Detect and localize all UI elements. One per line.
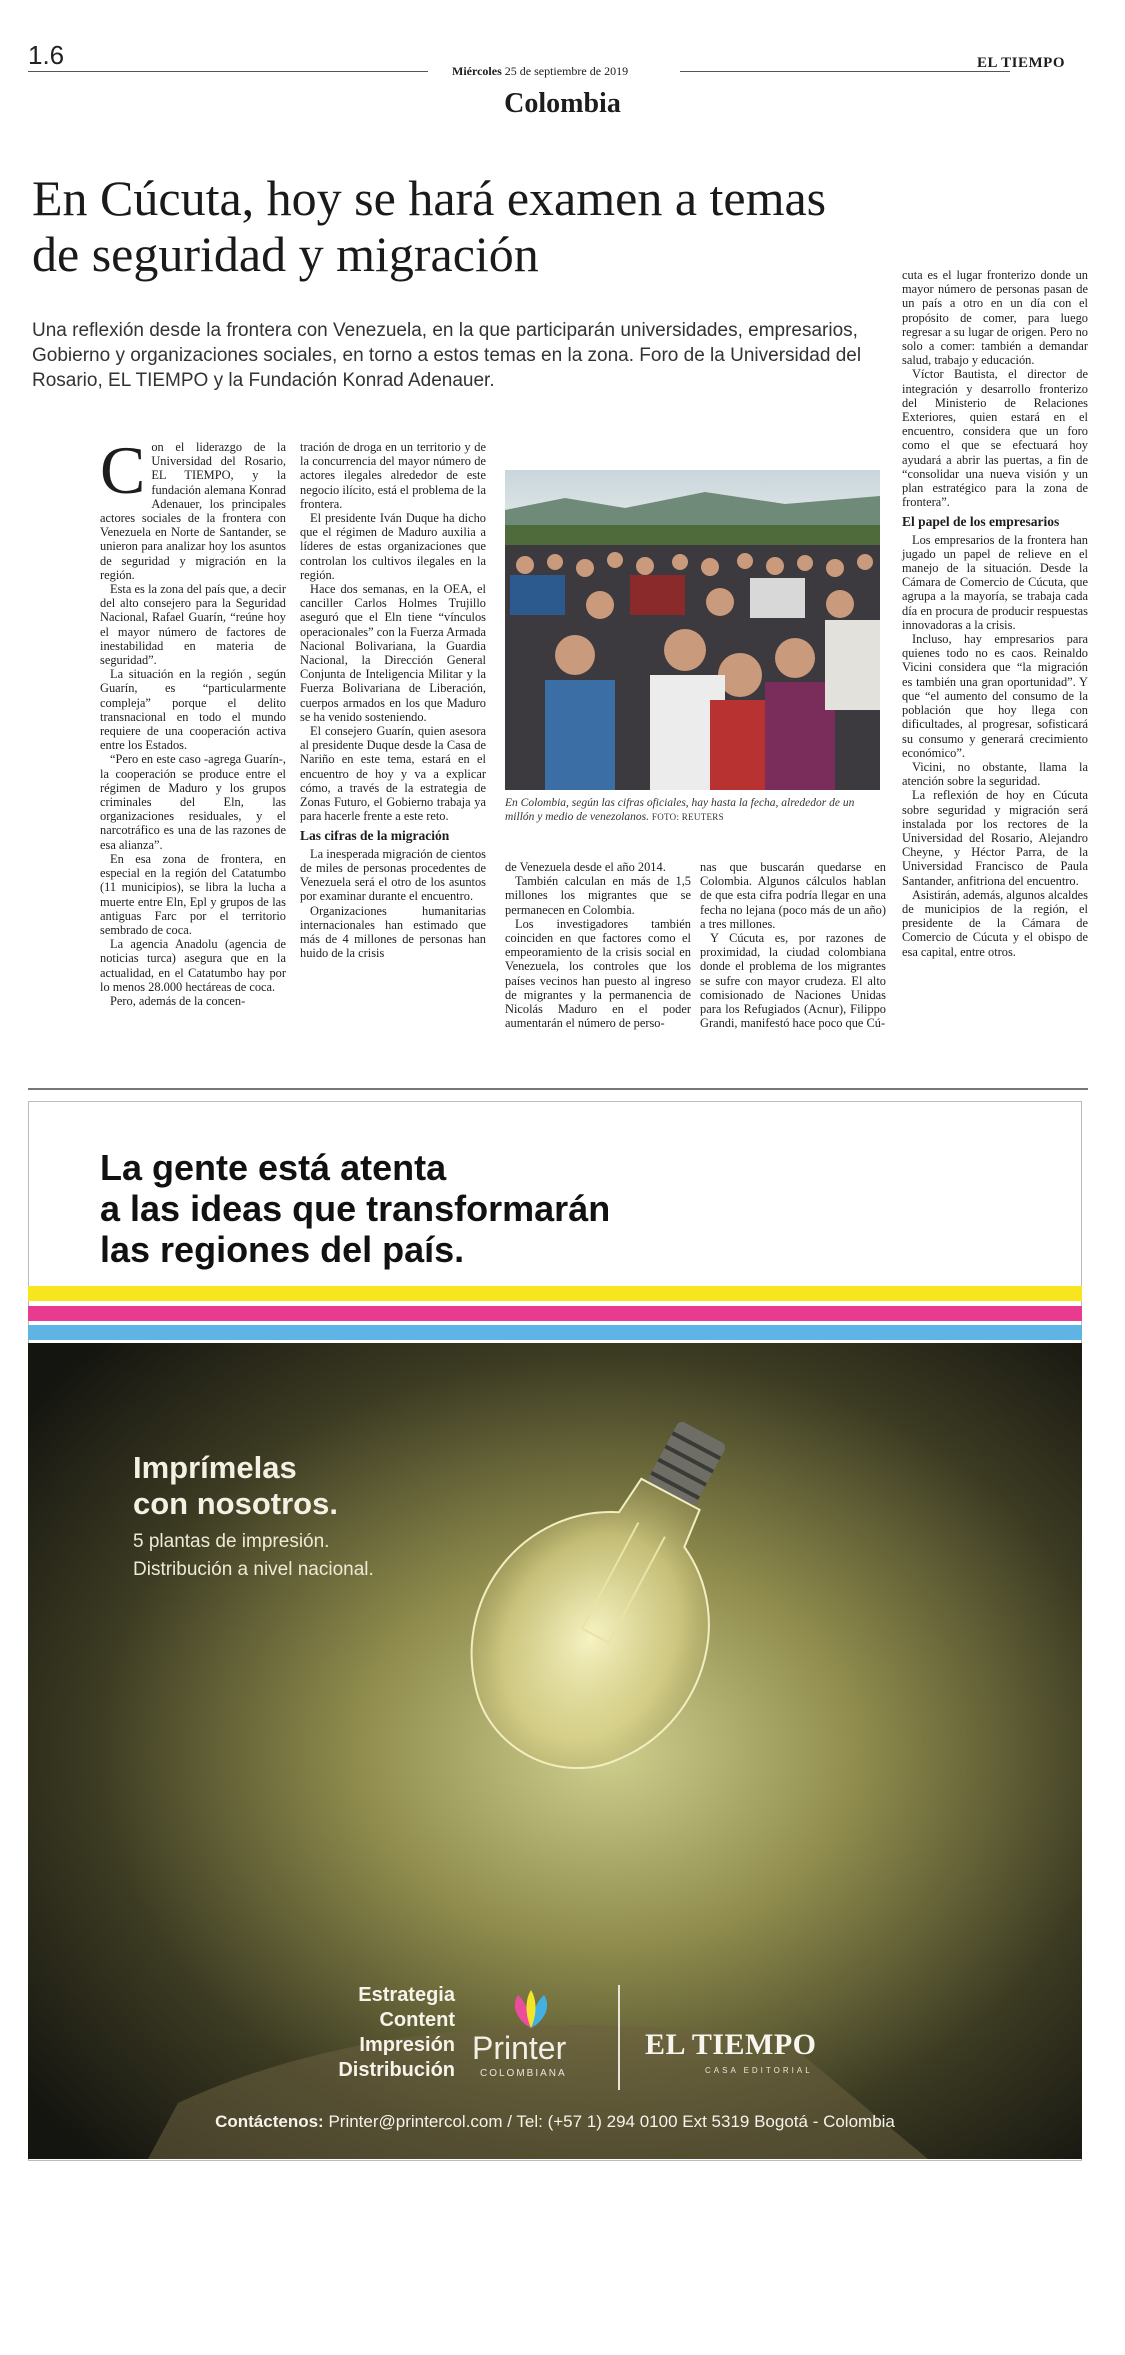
page-divider — [28, 1088, 1088, 1090]
page-number: 1.6 — [28, 40, 65, 70]
paragraph: El presidente Iván Duque ha dicho que el régimen de Maduro auxilia a líderes de estas organizaciones que controlan los cultivos ilegales en la región. — [300, 511, 486, 582]
subsection-title: El papel de los empresarios — [902, 514, 1060, 530]
service-item: Content — [379, 2009, 455, 2031]
photo-caption — [505, 796, 885, 824]
logo-divider — [618, 1985, 620, 2090]
ad-subtitle-line: Distribución a nivel nacional. — [133, 1559, 374, 1580]
paragraph: Y Cúcuta es, por razones de proximidad, la ciudad colombiana donde el problema de los migrantes se sufre con mayor crudeza. El alto comisionado de Naciones Unidas para los Refugiados (Acnur), Filippo Grandi, manifestó hace poco que Cú- — [700, 931, 886, 1031]
issue-day: Miércoles — [452, 64, 502, 78]
el-tiempo-logo: EL TIEMPO — [645, 2028, 817, 2061]
paragraph: Víctor Bautista, el director de integración y desarrollo fronterizo del Ministerio de Relaciones Exteriores, quien estará en el encuentro, considera que un foro como el que se efectuará hoy ayudará a abrir las puertas, a fin de “consolidar una nueva visión y un plan estratégico para la zona de frontera”. — [902, 367, 1088, 510]
header-rule-left — [28, 71, 428, 72]
section-title: Colombia — [504, 88, 621, 119]
printer-logo: Printer — [472, 2030, 567, 2066]
paragraph: La inesperada migración de cientos de miles de personas procedentes de Venezuela será el otro de los asuntos por examinar durante el encuentro. — [300, 846, 486, 904]
drop-cap: C — [100, 432, 146, 508]
paragraph: En esa zona de frontera, en especial en la región del Catatumbo (11 municipios), se libra la lucha a muerte entre Eln, Epl y grupos de las antiguas Farc por el territorio sembrado de coca. — [100, 851, 286, 937]
paragraph: cuta es el lugar fronterizo donde un mayor número de personas pasan de un país a otro en un día con el propósito de comer, para luego regresar a su lugar de origen. Pero no solo a comer: también a demandar salud, trabajo y educación. — [902, 268, 1088, 368]
subsection-title: Las cifras de la migración — [300, 828, 450, 844]
paragraph: Asistirán, además, algunos alcaldes de municipios de la región, el presidente de la Cámara de Comercio de Cúcuta y el obispo de esa capital, entre otros. — [902, 887, 1088, 959]
paragraph: La agencia Anadolu (agencia de noticias turca) asegura que en la actualidad, en el Catatumbo hay por lo menos 28.000 hectáreas de coca. — [100, 937, 286, 994]
ad-subtitle-line: 5 plantas de impresión. — [133, 1531, 330, 1552]
paragraph: El consejero Guarín, quien asesora al presidente Duque desde la Casa de Nariño en este tema, estará en el encuentro de hoy y va a explicar cómo, a través de la estrategia de Zonas Futuro, el Gobierno trabaja ya para hacerle frente a este reto. — [300, 724, 486, 824]
article-column-3 — [505, 860, 691, 1030]
article-column-1 — [100, 432, 286, 1008]
crowd-image — [505, 470, 880, 790]
paragraph: Organizaciones humanitarias internacionales han estimado que más de 4 millones de personas han huido de la crisis — [300, 903, 486, 961]
ad-stripe-cyan — [28, 1325, 1082, 1340]
paragraph: La situación en la región , según Guarín, es “particularmente compleja” porque el delito transnacional en todo el mundo requiere de una cooperación activa entre los Estados. — [100, 667, 286, 753]
paragraph: nas que buscarán quedarse en Colombia. Algunos cálculos hablan de que esta cifra podría llegar en una fecha no lejana (poco más de un año) a tres millones. — [700, 860, 886, 931]
ad-stripe-yellow — [28, 1286, 1082, 1301]
paragraph: Incluso, hay empresarios para quienes todo no es caos. Reinaldo Vicini considera que “la migración es también una gran oportunidad”. Y que “el aumento del consumo de la población que hoy llega con dificultades, al progresar, sofisticará su consumo y generará crecimiento económico”. — [902, 632, 1088, 760]
service-item: Distribución — [338, 2059, 455, 2081]
ad-subtitle — [133, 1528, 374, 1584]
issue-date-text: 25 de septiembre de 2019 — [504, 64, 629, 78]
ad-headline — [100, 1147, 720, 1270]
paragraph: tración de droga en un territorio y de la concurrencia del mayor número de actores ilegales alrededor de este negocio ilícito, está el problema de la frontera. — [300, 440, 486, 511]
ad-title-line: con nosotros. — [133, 1486, 338, 1521]
paragraph: on el liderazgo de la Universidad del Rosario, EL TIEMPO, y la fundación alemana Konrad Adenauer, los principales actores sociales de la frontera con Venezuela en Norte de Santander, se unieron para analizar hoy los asuntos de seguridad y migración en la región. — [100, 440, 286, 582]
ad-contact — [0, 2112, 1110, 2132]
ad-headline-line: a las ideas que transformarán — [100, 1188, 611, 1229]
ad-headline-line: las regiones del país. — [100, 1229, 465, 1270]
ad-title-line: Imprímelas — [133, 1450, 297, 1485]
article-headline: En Cúcuta, hoy se hará examen a temas de seguridad y migración — [32, 170, 827, 282]
photo-credit: FOTO: REUTERS — [651, 812, 724, 822]
contact-label: Contáctenos: — [215, 2112, 324, 2131]
paragraph: Los investigadores también coinciden en que factores como el empeoramiento de la crisis social en Venezuela, los controles que los países vecinos han puesto al ingreso de migrantes y la permanencia de Nicolás Maduro en el poder aumentarán el número de perso- — [505, 916, 691, 1031]
photo-caption-text: En Colombia, según las cifras oficiales, hay hasta la fecha, alrededor de un millón y medio de venezolanos. — [505, 797, 855, 823]
ad-services-list — [200, 1983, 455, 2083]
paragraph: Pero, además de la concen- — [110, 993, 246, 1008]
paragraph: “Pero en este caso -agrega Guarín-, la cooperación se produce entre el régimen de Maduro y los grupos criminales del Eln, las organizaciones residuales, y el narcotráfico es una de las razones de esa alianza”. — [100, 752, 286, 852]
paragraph: Hace dos semanas, en la OEA, el canciller Carlos Holmes Trujillo aseguró que el Eln tiene “vínculos operacionales” con la Fuerza Armada Nacional Bolivariana, la Guardia Nacional, la Dirección General Conjunta de Inteligencia Militar y la Fuerza Bolivariana de Liberación, cuerpos armados en los que Maduro se ha venido sosteniendo. — [300, 582, 486, 724]
article-column-2 — [300, 440, 486, 960]
paragraph: La reflexión de hoy en Cúcuta sobre seguridad y migración será instalada por los rectores de la Universidad del Rosario, Alejandro Cheyne, y Héctor Parra, de la Universidad Francisco de Paula Santander, anfitriona del encuentro. — [902, 788, 1088, 888]
header-rule-right — [680, 71, 1010, 72]
ad-title — [133, 1450, 338, 1522]
article-column-5 — [902, 268, 1088, 959]
paragraph: Vicini, no obstante, llama la atención sobre la seguridad. — [902, 759, 1088, 789]
article-subhead: Una reflexión desde la frontera con Venezuela, en la que participarán universidades, empresarios, Gobierno y organizaciones sociales, en torno a estos temas en la zona. Foro de la Universidad del Rosario, EL TIEMPO y la Fundación Konrad Adenauer. — [32, 320, 862, 391]
ad-stripe-magenta — [28, 1306, 1082, 1321]
paragraph: Esta es la zona del país que, a decir del alto consejero para la Seguridad Nacional, Rafael Guarín, “reúne hoy el mayor número de factores de inestabilidad en materia de seguridad”. — [100, 582, 286, 668]
printer-logo-sub: COLOMBIANA — [480, 2068, 567, 2079]
contact-details: Printer@printercol.com / Tel: (+57 1) 294 0100 Ext 5319 Bogotá - Colombia — [328, 2112, 895, 2131]
el-tiempo-logo-sub: CASA EDITORIAL — [705, 2066, 813, 2075]
brand-name: EL TIEMPO — [977, 55, 1065, 71]
paragraph: de Venezuela desde el año 2014. — [505, 860, 666, 874]
issue-date — [452, 64, 628, 79]
article-column-4 — [700, 860, 886, 1030]
ad-headline-line: La gente está atenta — [100, 1147, 447, 1188]
service-item: Impresión — [359, 2034, 455, 2056]
news-photo — [505, 470, 880, 790]
printer-flower-icon — [506, 1990, 556, 2030]
paragraph: También calculan en más de 1,5 millones los migrantes que se permanecen en Colombia. — [505, 874, 691, 917]
service-item: Estrategia — [358, 1984, 455, 2006]
paragraph: Los empresarios de la frontera han jugado un papel de relieve en el manejo de la situación. Desde la Cámara de Comercio de Cúcuta, que agrupa a la mayoría, se trabaja cada día en procura de producir respuestas innovadoras a la crisis. — [902, 532, 1088, 632]
